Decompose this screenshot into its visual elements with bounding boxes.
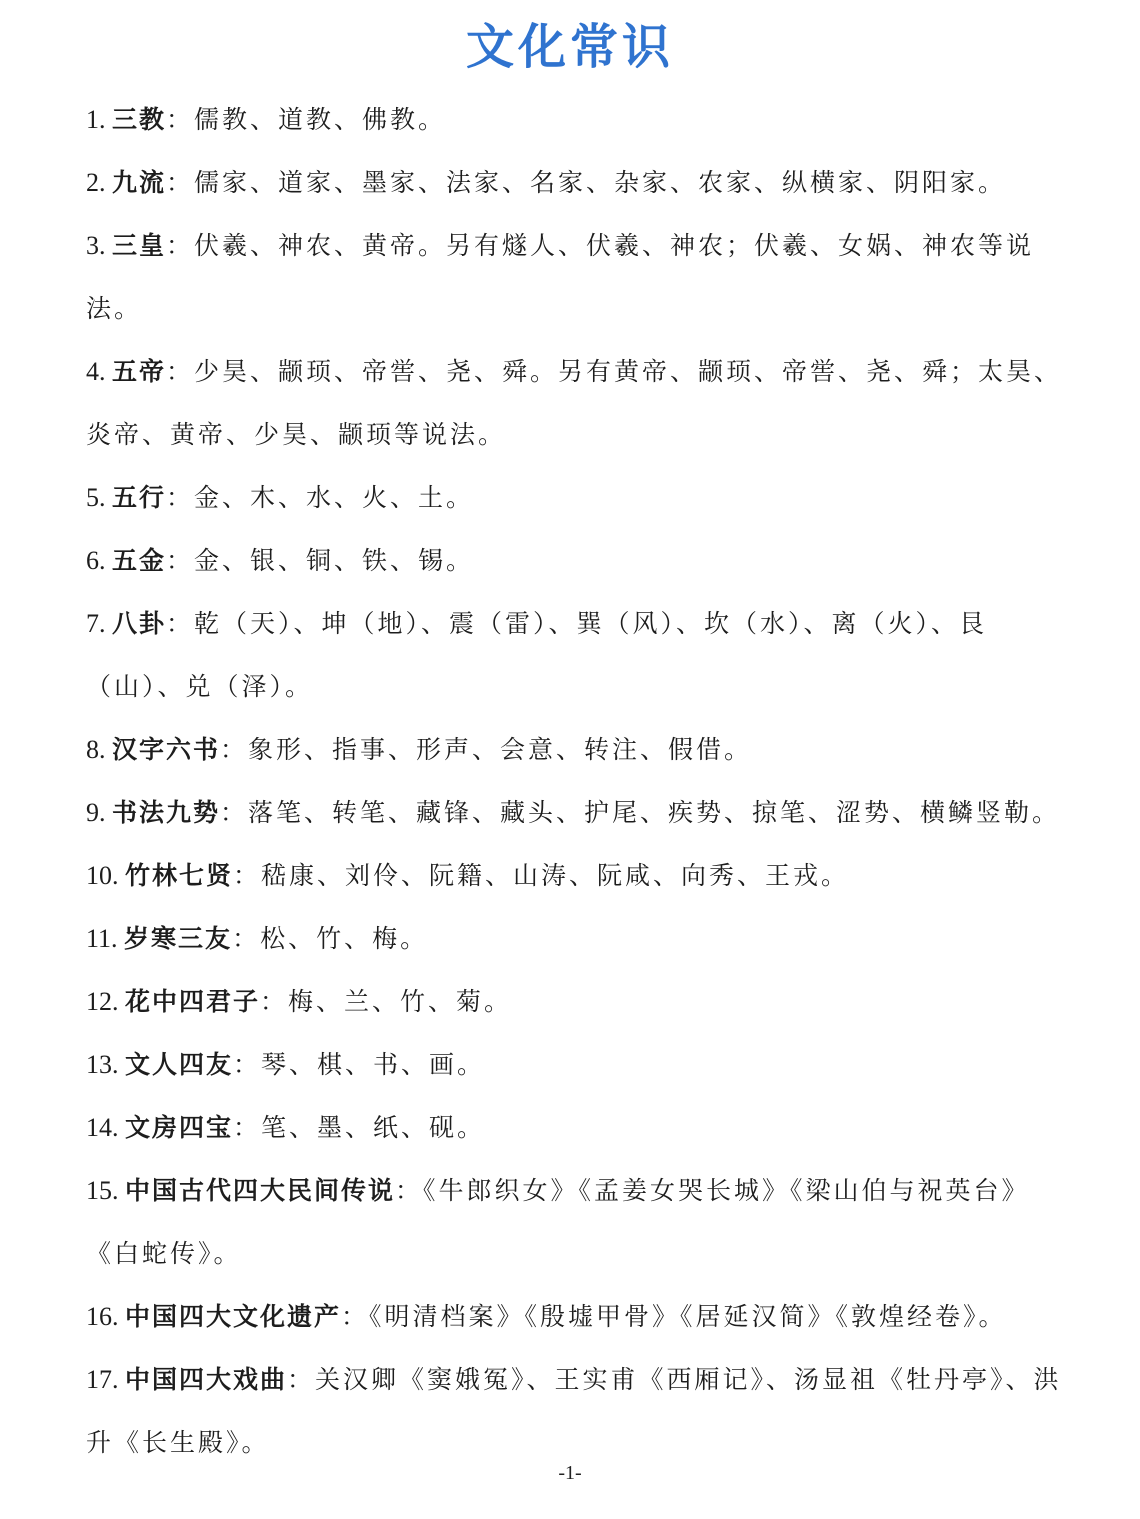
item-description: ：伏羲、神农、黄帝。另有燧人、伏羲、神农；伏羲、女娲、神农等说法。: [86, 231, 1035, 323]
item-description: ：落笔、转笔、藏锋、藏头、护尾、疾势、掠笔、涩势、横鳞竖勒。: [220, 798, 1061, 827]
item-number: 10.: [86, 861, 125, 890]
list-item: [86, 970, 1066, 1033]
item-description: ：关汉卿《窦娥冤》、王实甫《西厢记》、汤显祖《牡丹亭》、洪升《长生殿》。: [86, 1365, 1062, 1457]
item-number: 7.: [86, 609, 112, 638]
item-term: 三教: [112, 105, 167, 134]
item-term: 三皇: [112, 231, 167, 260]
item-number: 15.: [86, 1176, 125, 1205]
item-description: ：金、银、铜、铁、锡。: [166, 546, 475, 575]
culture-list: [86, 88, 1066, 1474]
item-number: 4.: [86, 357, 112, 386]
list-item: [86, 151, 1066, 214]
item-number: 2.: [86, 168, 112, 197]
item-term: 汉字六书: [112, 735, 221, 764]
item-description: ：儒教、道教、佛教。: [166, 105, 447, 134]
item-description: ：松、竹、梅。: [232, 924, 429, 953]
item-number: 12.: [86, 987, 125, 1016]
list-item: [86, 1033, 1066, 1096]
item-number: 17.: [86, 1365, 125, 1394]
item-description: ：嵇康、刘伶、阮籍、山涛、阮咸、向秀、王戎。: [233, 861, 850, 890]
list-item: [86, 592, 1066, 718]
item-term: 中国四大戏曲: [125, 1365, 288, 1394]
item-description: ：儒家、道家、墨家、法家、名家、杂家、农家、纵横家、阴阳家。: [166, 168, 1007, 197]
list-item: [86, 1285, 1066, 1348]
list-item: [86, 907, 1066, 970]
list-item: [86, 718, 1066, 781]
item-number: 9.: [86, 798, 112, 827]
list-item: [86, 88, 1066, 151]
page-number: -1-: [558, 1462, 582, 1484]
item-number: 16.: [86, 1302, 125, 1331]
list-item: [86, 781, 1066, 844]
page-title: 文化常识: [465, 19, 674, 75]
item-term: 五行: [112, 483, 167, 512]
item-description: ：《明清档案》《殷墟甲骨》《居延汉简》《敦煌经卷》。: [341, 1302, 1007, 1331]
item-description: ：琴、棋、书、画。: [233, 1050, 486, 1079]
item-description: ：梅、兰、竹、菊。: [260, 987, 513, 1016]
item-term: 文房四宝: [125, 1113, 234, 1142]
item-number: 13.: [86, 1050, 125, 1079]
list-item: [86, 1159, 1066, 1285]
item-number: 11.: [86, 924, 125, 953]
item-term: 书法九势: [112, 798, 221, 827]
item-term: 五金: [112, 546, 167, 575]
item-term: 中国四大文化遗产: [125, 1302, 342, 1331]
list-item: [86, 529, 1066, 592]
list-item: [86, 214, 1066, 340]
item-term: 花中四君子: [125, 987, 261, 1016]
item-description: ：乾（天）、坤（地）、震（雷）、巽（风）、坎（水）、离（火）、艮（山）、兑（泽）。: [86, 609, 988, 701]
item-term: 五帝: [112, 357, 167, 386]
item-number: 14.: [86, 1113, 125, 1142]
item-description: ：笔、墨、纸、砚。: [233, 1113, 486, 1142]
item-term: 文人四友: [125, 1050, 234, 1079]
item-number: 1.: [86, 105, 112, 134]
item-description: ：《牛郎织女》《孟姜女哭长城》《梁山伯与祝英台》《白蛇传》。: [86, 1176, 1030, 1268]
list-item: [86, 844, 1066, 907]
list-item: [86, 340, 1066, 466]
item-term: 岁寒三友: [124, 924, 233, 953]
list-item: [86, 1348, 1066, 1474]
item-term: 九流: [112, 168, 167, 197]
item-number: 3.: [86, 231, 112, 260]
item-number: 6.: [86, 546, 112, 575]
item-number: 5.: [86, 483, 112, 512]
item-term: 竹林七贤: [125, 861, 234, 890]
item-term: 中国古代四大民间传说: [125, 1176, 396, 1205]
item-description: ：象形、指事、形声、会意、转注、假借。: [220, 735, 753, 764]
item-description: ：金、木、水、火、土。: [166, 483, 475, 512]
item-description: ：少昊、颛顼、帝喾、尧、舜。另有黄帝、颛顼、帝喾、尧、舜；太昊、炎帝、黄帝、少昊、颛顼等说法。: [86, 357, 1063, 449]
list-item: [86, 1096, 1066, 1159]
item-number: 8.: [86, 735, 112, 764]
item-term: 八卦: [112, 609, 167, 638]
list-item: [86, 466, 1066, 529]
